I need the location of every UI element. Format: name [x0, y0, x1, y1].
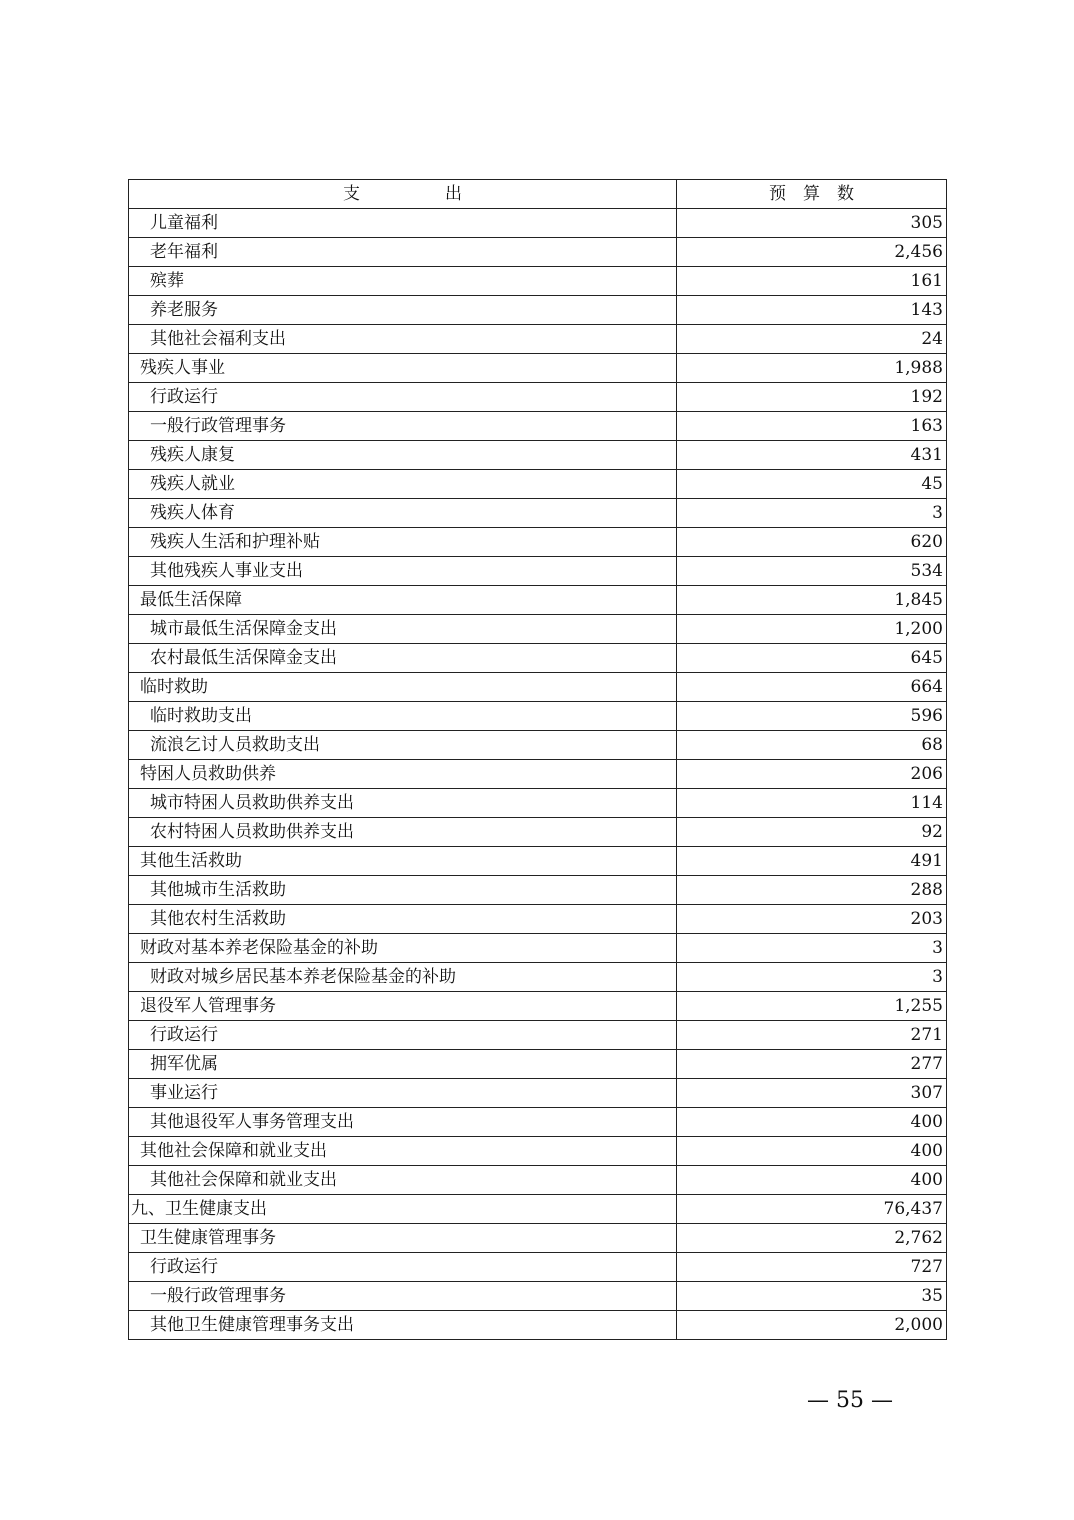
table-row [129, 1137, 947, 1166]
table-row [129, 499, 947, 528]
row-label: 其他农村生活救助 [129, 905, 677, 934]
row-label: 行政运行 [129, 1253, 677, 1282]
table-row [129, 238, 947, 267]
table-row [129, 1166, 947, 1195]
row-label: 其他社会保障和就业支出 [129, 1166, 677, 1195]
row-label: 农村最低生活保障金支出 [129, 644, 677, 673]
table-row [129, 731, 947, 760]
table-row [129, 789, 947, 818]
table-row [129, 586, 947, 615]
row-label: 退役军人管理事务 [129, 992, 677, 1021]
row-label: 一般行政管理事务 [129, 1282, 677, 1311]
table-row [129, 1224, 947, 1253]
row-value: 3 [677, 963, 947, 992]
table-row [129, 992, 947, 1021]
row-label: 事业运行 [129, 1079, 677, 1108]
row-label: 行政运行 [129, 383, 677, 412]
row-label: 其他卫生健康管理事务支出 [129, 1311, 677, 1340]
row-value: 1,845 [677, 586, 947, 615]
row-value: 727 [677, 1253, 947, 1282]
row-label: 拥军优属 [129, 1050, 677, 1079]
row-label: 九、卫生健康支出 [129, 1195, 677, 1224]
row-value: 35 [677, 1282, 947, 1311]
row-label: 特困人员救助供养 [129, 760, 677, 789]
row-value: 400 [677, 1166, 947, 1195]
row-value: 2,000 [677, 1311, 947, 1340]
table-header-row [129, 180, 947, 209]
table-row [129, 1108, 947, 1137]
row-value: 645 [677, 644, 947, 673]
row-value: 307 [677, 1079, 947, 1108]
row-label: 残疾人事业 [129, 354, 677, 383]
table-row [129, 1311, 947, 1340]
row-value: 491 [677, 847, 947, 876]
row-value: 620 [677, 528, 947, 557]
table-row [129, 557, 947, 586]
row-value: 305 [677, 209, 947, 238]
row-label: 其他生活救助 [129, 847, 677, 876]
row-label: 财政对城乡居民基本养老保险基金的补助 [129, 963, 677, 992]
row-value: 68 [677, 731, 947, 760]
row-label: 残疾人生活和护理补贴 [129, 528, 677, 557]
row-value: 45 [677, 470, 947, 499]
row-label: 其他城市生活救助 [129, 876, 677, 905]
row-value: 192 [677, 383, 947, 412]
table-row [129, 209, 947, 238]
row-value: 163 [677, 412, 947, 441]
header-expenditure: 支 出 [129, 180, 677, 209]
table-row [129, 470, 947, 499]
row-value: 206 [677, 760, 947, 789]
table-row [129, 963, 947, 992]
row-value: 1,255 [677, 992, 947, 1021]
row-value: 24 [677, 325, 947, 354]
row-value: 596 [677, 702, 947, 731]
row-value: 2,762 [677, 1224, 947, 1253]
row-value: 400 [677, 1137, 947, 1166]
row-value: 1,200 [677, 615, 947, 644]
table-row [129, 934, 947, 963]
table-row [129, 1050, 947, 1079]
table-body [129, 209, 947, 1340]
table-row [129, 673, 947, 702]
table-row [129, 267, 947, 296]
row-value: 2,456 [677, 238, 947, 267]
row-value: 76,437 [677, 1195, 947, 1224]
row-label: 流浪乞讨人员救助支出 [129, 731, 677, 760]
row-value: 664 [677, 673, 947, 702]
table-row [129, 528, 947, 557]
table-row [129, 441, 947, 470]
row-value: 3 [677, 499, 947, 528]
row-value: 271 [677, 1021, 947, 1050]
row-label: 卫生健康管理事务 [129, 1224, 677, 1253]
row-label: 残疾人就业 [129, 470, 677, 499]
table-row [129, 296, 947, 325]
row-value: 277 [677, 1050, 947, 1079]
table-row [129, 1021, 947, 1050]
row-label: 财政对基本养老保险基金的补助 [129, 934, 677, 963]
row-value: 92 [677, 818, 947, 847]
row-label: 殡葬 [129, 267, 677, 296]
row-label: 城市最低生活保障金支出 [129, 615, 677, 644]
page-number: — 55 — [807, 1388, 893, 1413]
row-label: 临时救助支出 [129, 702, 677, 731]
table-row [129, 325, 947, 354]
row-label: 残疾人康复 [129, 441, 677, 470]
row-value: 1,988 [677, 354, 947, 383]
row-label: 老年福利 [129, 238, 677, 267]
row-label: 其他社会福利支出 [129, 325, 677, 354]
table-row [129, 644, 947, 673]
table-row [129, 702, 947, 731]
table-row [129, 383, 947, 412]
row-value: 161 [677, 267, 947, 296]
row-label: 其他退役军人事务管理支出 [129, 1108, 677, 1137]
table-row [129, 1282, 947, 1311]
table-row [129, 818, 947, 847]
row-label: 儿童福利 [129, 209, 677, 238]
row-label: 行政运行 [129, 1021, 677, 1050]
row-value: 400 [677, 1108, 947, 1137]
table-row [129, 1195, 947, 1224]
table-row [129, 615, 947, 644]
row-label: 一般行政管理事务 [129, 412, 677, 441]
budget-table-container [128, 179, 946, 1340]
row-label: 残疾人体育 [129, 499, 677, 528]
table-row [129, 354, 947, 383]
table-row [129, 412, 947, 441]
table-row [129, 876, 947, 905]
table-row [129, 760, 947, 789]
row-value: 143 [677, 296, 947, 325]
header-budget-amount: 预 算 数 [677, 180, 947, 209]
table-row [129, 1079, 947, 1108]
row-label: 农村特困人员救助供养支出 [129, 818, 677, 847]
table-row [129, 1253, 947, 1282]
row-label: 其他残疾人事业支出 [129, 557, 677, 586]
row-label: 最低生活保障 [129, 586, 677, 615]
row-value: 114 [677, 789, 947, 818]
row-value: 3 [677, 934, 947, 963]
row-value: 288 [677, 876, 947, 905]
budget-table [128, 179, 947, 1340]
row-value: 203 [677, 905, 947, 934]
table-row [129, 847, 947, 876]
row-label: 其他社会保障和就业支出 [129, 1137, 677, 1166]
row-label: 城市特困人员救助供养支出 [129, 789, 677, 818]
row-value: 431 [677, 441, 947, 470]
row-label: 养老服务 [129, 296, 677, 325]
row-label: 临时救助 [129, 673, 677, 702]
row-value: 534 [677, 557, 947, 586]
table-row [129, 905, 947, 934]
